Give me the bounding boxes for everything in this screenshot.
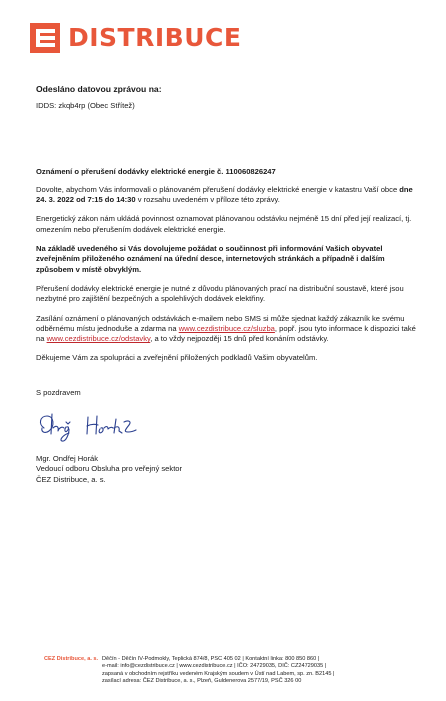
outages-link[interactable]: www.cezdistribuce.cz/odstavky <box>46 334 151 344</box>
page-footer <box>44 656 436 701</box>
letter-body <box>36 84 420 485</box>
paragraph-text: Zasílání oznámení o plánovaných odstávkách e-mailem nebo SMS si může sjednat každý zákazník ke svému odběrnému místu jednoduše a zdarma na <box>36 313 405 333</box>
signer-name: Mgr. Ondřej Horák <box>36 454 99 464</box>
paragraph-thanks: Děkujeme Vám za spolupráci a zveřejnění přiložených podkladů Vašim obyvatelům. <box>36 353 318 363</box>
paragraph-law: Energetický zákon nám ukládá povinnost oznamovat plánovanou odstávku nejméně 15 dní před její realizací, tj. omezením nebo přerušením dodávek elektrické energie. <box>36 214 412 234</box>
letter-subject: Oznámení o přerušení dodávky elektrické energie č. 110060826247 <box>36 166 276 176</box>
greeting: S pozdravem <box>36 387 81 397</box>
paragraph-outage-date <box>36 185 420 206</box>
signer-company: ČEZ Distribuce, a. s. <box>36 474 106 484</box>
company-logo <box>30 22 241 54</box>
paragraph-text: v rozsahu uvedeném v příloze této zprávy. <box>135 195 280 205</box>
footer-line: e-mail: info@cezdistribuce.cz | www.cezdistribuce.cz | IČO: 24729035, DIČ: CZ24729035 | <box>102 663 327 670</box>
recipient-id: IDDS: zkqb4rp (Obec Střítež) <box>36 101 135 111</box>
cez-logo-icon <box>30 23 60 53</box>
paragraph-text: , popř. jsou tyto informace k dispozici také na <box>36 323 416 344</box>
paragraph-request: Na základě uvedeného si Vás dovolujeme požádat o součinnost při informování Vašich obyvatel zveřejněním přiloženého oznámení na úřední desce, internetových stránkách a případně i dalším způsobem v místě obvyklým. <box>36 244 385 274</box>
handwritten-signature <box>36 404 420 450</box>
outage-date: dne 24. 3. 2022 od 7:15 do 14:30 <box>36 184 413 205</box>
service-link[interactable]: www.cezdistribuce.cz/sluzba <box>178 323 275 333</box>
paragraph-notifications <box>36 314 420 345</box>
signer-role: Vedoucí odboru Obsluha pro veřejný sektor <box>36 464 183 474</box>
paragraph-reason: Přerušení dodávky elektrické energie je nutné z důvodu plánovaných prací na distribuční soustavě, které jsou nezbytné pro zajištění bezpečných a spolehlivých dodávek elektřiny. <box>36 283 404 304</box>
brand-name: DISTRIBUCE <box>68 23 242 52</box>
footer-address <box>102 656 436 701</box>
paragraph-text: Dovolte, abychom Vás informovali o plánovaném přerušení dodávky elektrické energie v katastru Vaší obce <box>36 184 400 194</box>
footer-line: Děčín - Děčín IV-Podmokly, Teplická 874/8, PSČ 405 02 | Kontaktní linka: 800 850 860 | <box>102 656 320 662</box>
footer-line: zapsaná v obchodním rejstříku vedeném Krajským soudem v Ústí nad Labem, sp. zn. B2145 | <box>102 670 335 677</box>
footer-line: zasílací adresa: ČEZ Distribuce, a. s., Plzeň, Guldenerova 2577/19, PSČ 326 00 <box>102 678 302 685</box>
footer-brand: ČEZ Distribuce, a. s. <box>44 656 99 662</box>
paragraph-text: , a to vždy nejpozději 15 dnů před konáním odstávky. <box>150 334 329 344</box>
sent-heading: Odesláno datovou zprávou na: <box>36 84 162 94</box>
